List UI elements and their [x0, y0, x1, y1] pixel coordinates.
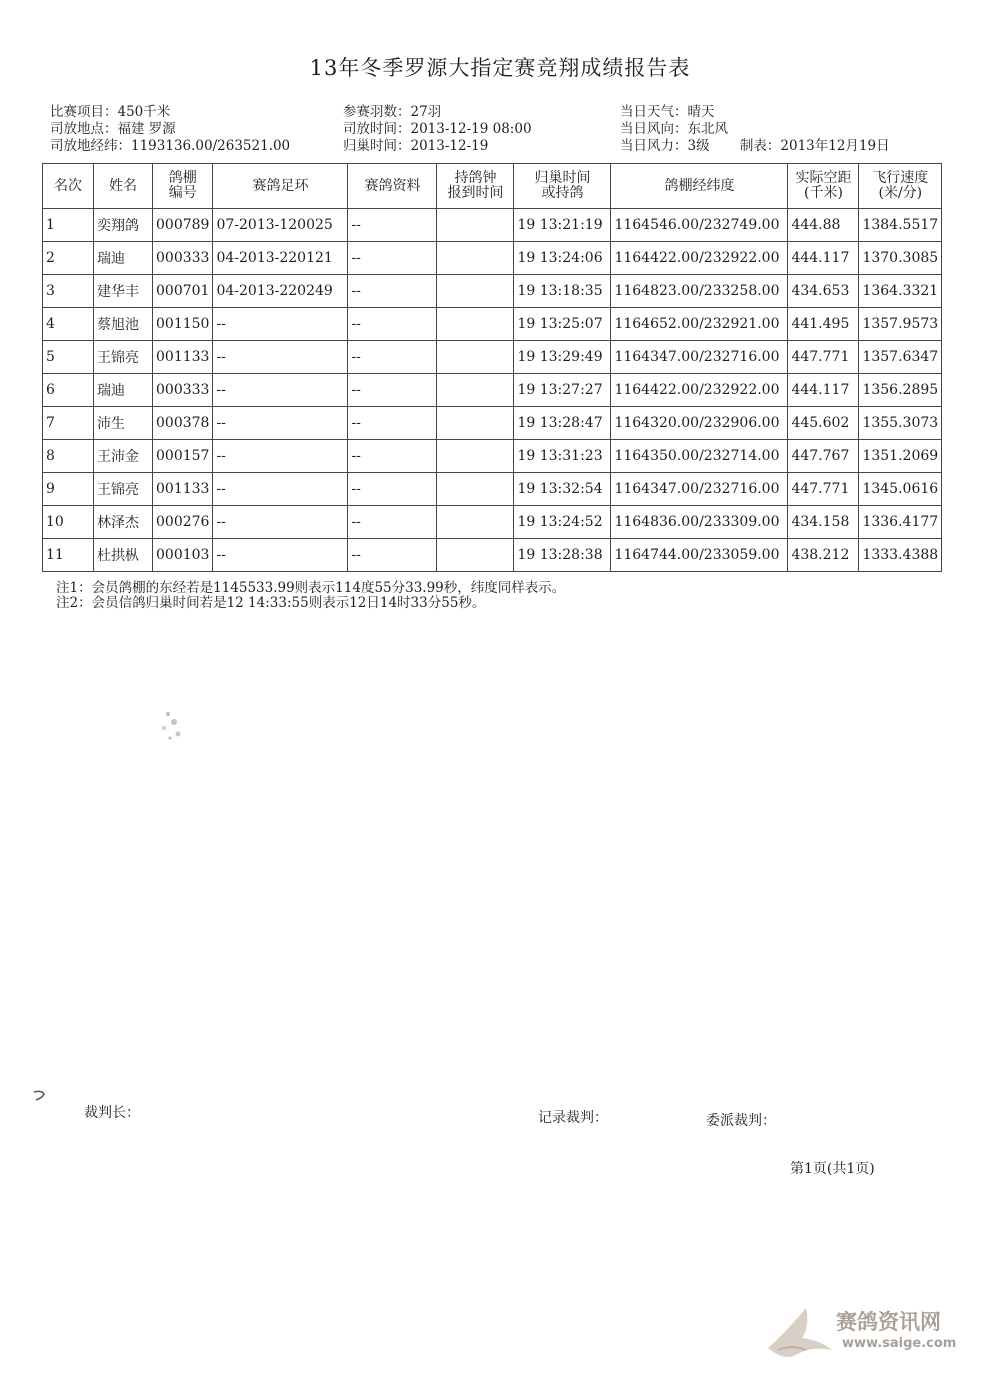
- header-distance: 实际空距 (千米): [788, 164, 859, 209]
- table-row: [43, 275, 942, 308]
- cell-speed: 1357.6347: [859, 341, 942, 374]
- cell-distance: 445.602: [788, 407, 859, 440]
- cell-clock-time: [437, 275, 514, 308]
- cell-loft-coordinates: 1164347.00/232716.00: [611, 341, 788, 374]
- cell-ring: 04-2013-220121: [213, 242, 348, 275]
- delegate-judge-signature: 委派裁判：: [706, 1113, 776, 1129]
- cell-speed: 1355.3073: [859, 407, 942, 440]
- cell-clock-time: [437, 374, 514, 407]
- cell-name: 建华丰: [94, 275, 153, 308]
- cell-return-time: 19 13:27:27: [514, 374, 611, 407]
- cell-distance: 444.117: [788, 242, 859, 275]
- cell-return-time: 19 13:24:06: [514, 242, 611, 275]
- watermark-url: www.saige.com: [842, 1336, 957, 1351]
- table-row: [43, 242, 942, 275]
- cell-loft-id: 000157: [153, 440, 213, 473]
- meta-column-3: [620, 104, 890, 155]
- cell-clock-time: [437, 209, 514, 242]
- header-ring: 赛鸽足环: [213, 164, 348, 209]
- cell-pigeon-info: --: [348, 308, 437, 341]
- table-row: [43, 209, 942, 242]
- cell-clock-time: [437, 440, 514, 473]
- header-pigeon-info: 赛鸽资料: [348, 164, 437, 209]
- cell-return-time: 19 13:24:52: [514, 506, 611, 539]
- cell-ring: --: [213, 407, 348, 440]
- chief-judge-signature: 裁判长：: [84, 1105, 140, 1121]
- cell-loft-id: 000789: [153, 209, 213, 242]
- cell-loft-id: 000103: [153, 539, 213, 572]
- cell-return-time: 19 13:28:38: [514, 539, 611, 572]
- results-body: [43, 209, 942, 572]
- cell-rank: 4: [43, 308, 94, 341]
- cell-ring: --: [213, 341, 348, 374]
- cell-speed: 1333.4388: [859, 539, 942, 572]
- cell-pigeon-info: --: [348, 473, 437, 506]
- meta-release-coordinates: 司放地经纬：1193136.00/263521.00: [50, 138, 291, 154]
- table-header-row: [43, 164, 942, 209]
- cell-rank: 10: [43, 506, 94, 539]
- note-2: 注2：会员信鸽归巢时间若是12 14:33:55则表示12日14时33分55秒。: [56, 595, 486, 611]
- cell-clock-time: [437, 407, 514, 440]
- cell-distance: 434.653: [788, 275, 859, 308]
- cell-pigeon-info: --: [348, 242, 437, 275]
- cell-ring: 04-2013-220249: [213, 275, 348, 308]
- cell-ring: --: [213, 539, 348, 572]
- cell-loft-id: 000701: [153, 275, 213, 308]
- cell-name: 王锦亮: [94, 341, 153, 374]
- cell-speed: 1345.0616: [859, 473, 942, 506]
- report-title: 13年冬季罗源大指定赛竞翔成绩报告表: [309, 56, 691, 80]
- cell-clock-time: [437, 242, 514, 275]
- cell-loft-id: 000378: [153, 407, 213, 440]
- cell-return-time: 19 13:25:07: [514, 308, 611, 341]
- cell-rank: 1: [43, 209, 94, 242]
- cell-rank: 7: [43, 407, 94, 440]
- cell-loft-id: 000333: [153, 242, 213, 275]
- cell-ring: 07-2013-120025: [213, 209, 348, 242]
- cell-distance: 447.767: [788, 440, 859, 473]
- cell-pigeon-info: --: [348, 506, 437, 539]
- meta-column-2: [343, 104, 532, 155]
- cell-loft-coordinates: 1164422.00/232922.00: [611, 374, 788, 407]
- cell-speed: 1336.4177: [859, 506, 942, 539]
- cell-clock-time: [437, 539, 514, 572]
- note-1: 注1：会员鸽棚的东经若是1145533.99则表示114度55分33.99秒，纬度同样表示。: [56, 580, 566, 596]
- cell-name: 瑞迪: [94, 374, 153, 407]
- meta-wind-direction: 当日风向：东北风: [620, 121, 728, 137]
- page-number: 第1页(共1页): [790, 1161, 875, 1177]
- pigeon-logo-icon: [758, 1300, 838, 1366]
- meta-return-date: 归巢时间：2013-12-19: [343, 138, 489, 154]
- table-row: [43, 374, 942, 407]
- table-row: [43, 539, 942, 572]
- header-return-time: 归巢时间 或持鸽: [514, 164, 611, 209]
- meta-entry-count: 参赛羽数：27羽: [343, 104, 442, 120]
- cell-pigeon-info: --: [348, 341, 437, 374]
- cell-distance: 447.771: [788, 473, 859, 506]
- header-speed: 飞行速度 (米/分): [859, 164, 942, 209]
- cell-return-time: 19 13:31:23: [514, 440, 611, 473]
- cell-name: 奕翔鸽: [94, 209, 153, 242]
- cell-pigeon-info: --: [348, 539, 437, 572]
- cell-name: 蔡旭池: [94, 308, 153, 341]
- cell-rank: 3: [43, 275, 94, 308]
- table-row: [43, 407, 942, 440]
- cell-return-time: 19 13:32:54: [514, 473, 611, 506]
- table-row: [43, 473, 942, 506]
- cell-name: 王锦亮: [94, 473, 153, 506]
- cell-rank: 5: [43, 341, 94, 374]
- cell-distance: 444.117: [788, 374, 859, 407]
- cell-pigeon-info: --: [348, 407, 437, 440]
- cell-name: 沛生: [94, 407, 153, 440]
- cell-loft-id: 000276: [153, 506, 213, 539]
- cell-name: 王沛金: [94, 440, 153, 473]
- cell-clock-time: [437, 473, 514, 506]
- cell-loft-coordinates: 1164744.00/233059.00: [611, 539, 788, 572]
- table-row: [43, 440, 942, 473]
- cell-loft-id: 000333: [153, 374, 213, 407]
- cell-speed: 1357.9573: [859, 308, 942, 341]
- cell-rank: 9: [43, 473, 94, 506]
- cell-loft-id: 001133: [153, 341, 213, 374]
- cell-pigeon-info: --: [348, 209, 437, 242]
- cell-loft-coordinates: 1164422.00/232922.00: [611, 242, 788, 275]
- recorder-judge-signature: 记录裁判：: [538, 1110, 608, 1126]
- meta-release-time: 司放时间：2013-12-19 08:00: [343, 121, 532, 137]
- cell-distance: 434.158: [788, 506, 859, 539]
- meta-release-location: 司放地点：福建 罗源: [50, 121, 176, 137]
- cell-speed: 1370.3085: [859, 242, 942, 275]
- cell-loft-coordinates: 1164546.00/232749.00: [611, 209, 788, 242]
- notes: [56, 581, 565, 611]
- cell-distance: 447.771: [788, 341, 859, 374]
- header-rank: 名次: [43, 164, 94, 209]
- cell-name: 林泽杰: [94, 506, 153, 539]
- table-row: [43, 341, 942, 374]
- header-loft-coordinates: 鸽棚经纬度: [611, 164, 788, 209]
- cell-loft-coordinates: 1164836.00/233309.00: [611, 506, 788, 539]
- cell-rank: 8: [43, 440, 94, 473]
- cell-rank: 2: [43, 242, 94, 275]
- cell-ring: --: [213, 473, 348, 506]
- cell-name: 杜拱枞: [94, 539, 153, 572]
- cell-return-time: 19 13:18:35: [514, 275, 611, 308]
- cell-clock-time: [437, 341, 514, 374]
- cell-loft-id: 001150: [153, 308, 213, 341]
- cell-ring: --: [213, 308, 348, 341]
- cell-distance: 441.495: [788, 308, 859, 341]
- cell-distance: 444.88: [788, 209, 859, 242]
- meta-weather: 当日天气：晴天: [620, 104, 715, 120]
- meta-column-1: [50, 104, 290, 155]
- cell-loft-id: 001133: [153, 473, 213, 506]
- results-table: [42, 163, 942, 572]
- cell-loft-coordinates: 1164350.00/232714.00: [611, 440, 788, 473]
- cell-ring: --: [213, 440, 348, 473]
- cell-name: 瑞迪: [94, 242, 153, 275]
- cell-loft-coordinates: 1164320.00/232906.00: [611, 407, 788, 440]
- cell-speed: 1384.5517: [859, 209, 942, 242]
- cell-pigeon-info: --: [348, 440, 437, 473]
- cell-loft-coordinates: 1164652.00/232921.00: [611, 308, 788, 341]
- cell-loft-coordinates: 1164347.00/232716.00: [611, 473, 788, 506]
- cell-pigeon-info: --: [348, 275, 437, 308]
- cell-pigeon-info: --: [348, 374, 437, 407]
- header-loft-id: 鸽棚 编号: [153, 164, 213, 209]
- cell-rank: 11: [43, 539, 94, 572]
- cell-speed: 1356.2895: [859, 374, 942, 407]
- cell-ring: --: [213, 506, 348, 539]
- cell-return-time: 19 13:28:47: [514, 407, 611, 440]
- table-row: [43, 308, 942, 341]
- ink-smudge: [150, 700, 190, 745]
- meta-made-date: 制表：2013年12月19日: [739, 138, 890, 154]
- meta-wind-force: 当日风力：3级 制表：2013年12月19日: [620, 138, 890, 154]
- cell-return-time: 19 13:29:49: [514, 341, 611, 374]
- watermark-text: 赛鸽资讯网: [836, 1310, 941, 1334]
- watermark-logo: [758, 1300, 968, 1366]
- cell-rank: 6: [43, 374, 94, 407]
- header-clock-time: 持鸽钟 报到时间: [437, 164, 514, 209]
- pen-mark: [30, 1088, 54, 1106]
- cell-clock-time: [437, 506, 514, 539]
- cell-loft-coordinates: 1164823.00/233258.00: [611, 275, 788, 308]
- cell-clock-time: [437, 308, 514, 341]
- meta-race-distance: 比赛项目：450千米: [50, 104, 171, 120]
- table-row: [43, 506, 942, 539]
- cell-speed: 1351.2069: [859, 440, 942, 473]
- cell-ring: --: [213, 374, 348, 407]
- cell-distance: 438.212: [788, 539, 859, 572]
- cell-speed: 1364.3321: [859, 275, 942, 308]
- cell-return-time: 19 13:21:19: [514, 209, 611, 242]
- header-name: 姓名: [94, 164, 153, 209]
